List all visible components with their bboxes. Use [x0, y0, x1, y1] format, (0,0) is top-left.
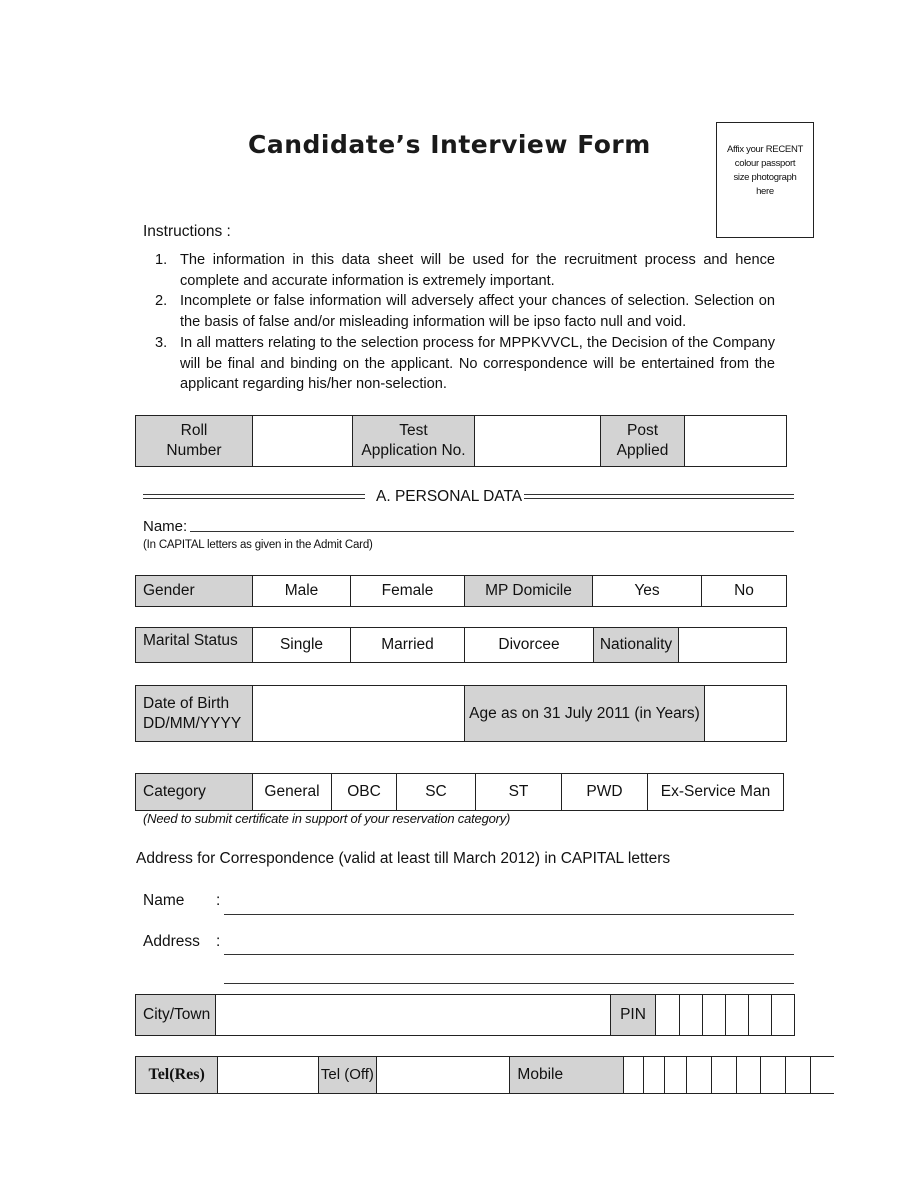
mobile-digit-box[interactable]: [761, 1057, 786, 1094]
instructions-heading: Instructions :: [143, 223, 231, 240]
instruction-text: The information in this data sheet will be used for the recruitment process and hence complete and accurate information is extremely important.: [180, 252, 775, 289]
instruction-text: Incomplete or false information will adversely affect your chances of selection. Selection on the basis of false and/or misleading information will be ipso facto null and void.: [180, 293, 775, 331]
instruction-item: [155, 250, 775, 291]
category-option-obc[interactable]: OBC: [332, 774, 397, 811]
photo-box-line-3: size photograph: [733, 172, 797, 183]
city-town-label: City/Town: [136, 995, 216, 1036]
marital-option-married[interactable]: Married: [351, 628, 465, 663]
pin-digit-box[interactable]: [749, 995, 772, 1036]
city-town-field[interactable]: [216, 995, 611, 1036]
age-field[interactable]: [705, 686, 787, 742]
photo-box-line-1: Affix your RECENT: [726, 144, 804, 155]
address-name-colon: :: [216, 892, 221, 909]
category-note: (Need to submit certificate in support of your reservation category): [143, 811, 511, 826]
phone-table: [135, 1056, 834, 1094]
section-divider-left: [143, 494, 365, 499]
category-option-st[interactable]: ST: [476, 774, 562, 811]
roll-number-label: [136, 416, 253, 467]
gender-option-female[interactable]: Female: [351, 576, 465, 607]
pin-digit-box[interactable]: [656, 995, 680, 1036]
marital-status-label: Marital Status: [136, 628, 253, 663]
mobile-digit-box[interactable]: [687, 1057, 712, 1094]
domicile-option-yes[interactable]: Yes: [593, 576, 702, 607]
roll-label-line-1: Roll: [180, 422, 208, 439]
name-input-line[interactable]: [190, 531, 794, 532]
dob-table: [135, 685, 787, 742]
marital-table: [135, 627, 787, 663]
category-table: [135, 773, 784, 811]
photo-box-line-2: colour passport: [734, 158, 796, 169]
tel-off-label: Tel (Off): [319, 1057, 377, 1094]
dob-label-line-2: DD/MM/YYYY: [143, 714, 242, 732]
address-name-label: Name: [143, 892, 185, 909]
instruction-number: 2.: [155, 293, 168, 310]
dob-label: [136, 686, 253, 742]
instruction-number: 1.: [155, 252, 168, 268]
pin-digit-box[interactable]: [703, 995, 726, 1036]
nationality-label: Nationality: [594, 628, 679, 663]
address-line-2[interactable]: [224, 983, 794, 984]
post-applied-field[interactable]: [685, 416, 787, 467]
section-divider-right: [524, 494, 794, 499]
dob-field[interactable]: [253, 686, 465, 742]
instruction-item: [155, 291, 775, 332]
address-label: Address: [143, 933, 200, 950]
category-option-pwd[interactable]: PWD: [562, 774, 648, 811]
name-label: Name:: [143, 518, 188, 535]
pin-digit-box[interactable]: [680, 995, 703, 1036]
name-note: (In CAPITAL letters as given in the Admit Card): [143, 539, 373, 551]
marital-option-divorcee[interactable]: Divorcee: [465, 628, 594, 663]
test-label-line-2: Application No.: [361, 442, 466, 459]
photo-box: [716, 122, 814, 238]
mobile-digit-box[interactable]: [810, 1057, 834, 1094]
tel-off-field[interactable]: [376, 1057, 510, 1094]
tel-res-field[interactable]: [218, 1057, 319, 1094]
mp-domicile-label: MP Domicile: [465, 576, 593, 607]
instructions-list: [155, 250, 775, 395]
pin-digit-box[interactable]: [726, 995, 749, 1036]
instruction-item: [155, 333, 775, 395]
roll-number-field[interactable]: [253, 416, 353, 467]
mobile-digit-box[interactable]: [736, 1057, 761, 1094]
tel-res-label: Tel(Res): [136, 1057, 218, 1094]
mobile-label: Mobile: [510, 1057, 623, 1094]
gender-label: Gender: [136, 576, 253, 607]
nationality-field[interactable]: [679, 628, 787, 663]
top-info-table: [135, 415, 787, 467]
test-application-label: [353, 416, 475, 467]
domicile-option-no[interactable]: No: [702, 576, 787, 607]
post-applied-label: [601, 416, 685, 467]
mobile-digit-box[interactable]: [786, 1057, 811, 1094]
test-label-line-1: Test: [399, 422, 428, 439]
marital-option-single[interactable]: Single: [253, 628, 351, 663]
address-heading: Address for Correspondence (valid at least till March 2012) in CAPITAL letters: [136, 850, 671, 867]
mobile-digit-box[interactable]: [664, 1057, 687, 1094]
pin-label: PIN: [611, 995, 656, 1036]
post-label-line-2: Applied: [616, 442, 669, 459]
roll-label-line-2: Number: [166, 442, 222, 459]
test-application-field[interactable]: [475, 416, 601, 467]
pin-digit-box[interactable]: [772, 995, 795, 1036]
mobile-digit-box[interactable]: [623, 1057, 644, 1094]
category-option-general[interactable]: General: [253, 774, 332, 811]
category-option-sc[interactable]: SC: [397, 774, 476, 811]
instruction-number: 3.: [155, 334, 168, 351]
mobile-digit-box[interactable]: [712, 1057, 737, 1094]
instruction-text: In all matters relating to the selection process for MPPKVVCL, the Decision of the Company will be final and binding on the applicant. No correspondence will be entertained from the applicant regarding his/her non-selection.: [180, 334, 775, 393]
age-label: Age as on 31 July 2011 (in Years): [465, 686, 705, 742]
city-pin-table: [135, 994, 795, 1036]
address-colon: :: [216, 933, 221, 950]
post-label-line-1: Post: [626, 422, 658, 439]
gender-table: [135, 575, 787, 607]
mobile-digit-box[interactable]: [644, 1057, 665, 1094]
category-option-ex-service[interactable]: Ex-Service Man: [648, 774, 784, 811]
form-title: Candidate’s Interview Form: [248, 130, 651, 159]
address-name-line[interactable]: [224, 914, 794, 915]
category-label: Category: [136, 774, 253, 811]
gender-option-male[interactable]: Male: [253, 576, 351, 607]
section-a-title: A. PERSONAL DATA: [376, 488, 523, 505]
dob-label-line-1: Date of Birth: [143, 694, 230, 712]
photo-box-line-4: here: [756, 186, 774, 197]
address-line-1[interactable]: [224, 954, 794, 955]
